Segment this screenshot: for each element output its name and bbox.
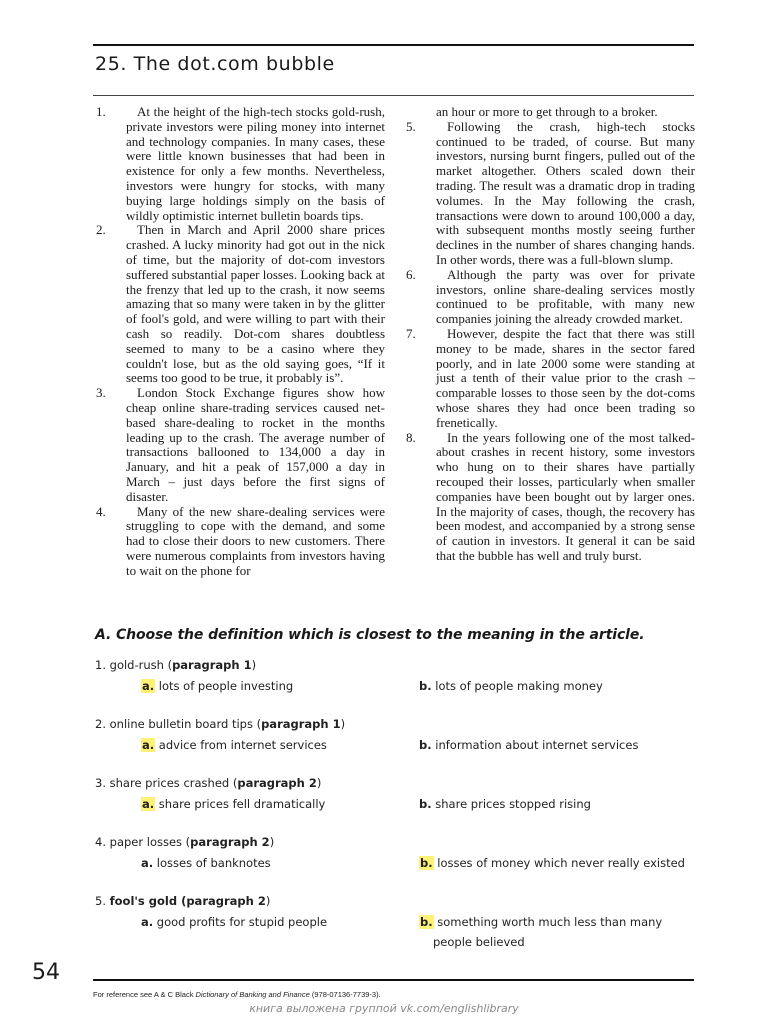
option-b[interactable]: [419, 915, 662, 929]
question-stem: 2. online bulletin board tips (paragraph 1): [95, 717, 346, 731]
article-paragraph-5: [406, 120, 695, 268]
option-text: lots of people investing: [155, 679, 294, 693]
paragraph-text: Following the crash, high-tech stocks continued to be traded, of course. But many investors, nursing burnt fingers, pulled out of the market altogether. Others scaled down their trading. The result was a dramatic drop in trading volumes. In the May following the crash, transactions were down to around 100,000 a day, with subsequent months mostly seeing further declines in the number of shares changing hands. In other words, there was a full-blown slump.: [436, 118, 695, 267]
article-paragraph-4: [96, 505, 385, 579]
option-letter: a.: [142, 797, 155, 811]
option-text: share prices fell dramatically: [155, 797, 326, 811]
paragraph-number: 6.: [406, 266, 416, 282]
option-letter: b.: [420, 915, 433, 929]
bottom-rule: [93, 979, 694, 981]
paragraph-text: At the height of the high-tech stocks gold-rush, private investors were piling money into internet and technology companies. In many cases, these were little known businesses that had been in existence for only a few months. Nevertheless, investors were hungry for stocks, with many buying large holdings simply on the basis of wildly optimistic internet bulletin boards tips.: [126, 104, 385, 223]
paragraph-number: 7.: [406, 325, 416, 341]
option-b[interactable]: [419, 679, 603, 693]
article-column-right: [406, 105, 695, 564]
option-text: losses of money which never really existed: [433, 856, 685, 870]
option-letter: a.: [141, 915, 154, 929]
option-a[interactable]: [141, 915, 327, 929]
option-text: lots of people making money: [431, 679, 603, 693]
paragraph-number: 4.: [96, 503, 106, 519]
option-a[interactable]: [141, 797, 325, 811]
option-a[interactable]: [141, 679, 293, 693]
option-letter: b.: [419, 679, 432, 693]
option-letter: a.: [142, 738, 155, 752]
article-paragraph-2: [96, 223, 385, 386]
option-text: something worth much less than many: [433, 915, 663, 929]
unit-title: 25. The dot.com bubble: [95, 53, 335, 75]
article-column-left: [96, 105, 385, 579]
option-text: information about internet services: [431, 738, 639, 752]
watermark-text: книга выложена группой vk.com/englishlibrary: [249, 1002, 519, 1015]
title-underline: [93, 95, 694, 96]
option-b[interactable]: [419, 797, 591, 811]
option-letter: a.: [142, 679, 155, 693]
paragraph-text: However, despite the fact that there was still money to be made, shares in the sector fared poorly, and in late 2000 some were standing at just a tenth of their value prior to the crash – comparable losses to those seen by the dot-coms whose shares they had once been trading so frenetically.: [436, 325, 695, 430]
option-letter: b.: [419, 738, 432, 752]
article-paragraph-6: [406, 268, 695, 327]
option-b-text-line-2: people believed: [433, 935, 525, 949]
option-a[interactable]: [141, 856, 271, 870]
option-letter: b.: [419, 797, 432, 811]
article-paragraph-1: [96, 105, 385, 223]
paragraph-text: Then in March and April 2000 share prices crashed. A lucky minority had got out in the nick of time, but the majority of dot-com investors suffered substantial paper losses. Looking back at the frenzy that led up to the crash, it now seems amazing that so many were taken in by the glitter of fool's gold, and were willing to part with their cash so readily. Dot-com shares doubtless seemed to many to be a casino where they couldn't lose, but as the old saying goes, “If it seems too good to be true, it probably is”.: [126, 222, 385, 386]
paragraph-number: 5.: [406, 118, 416, 134]
option-a[interactable]: [141, 738, 327, 752]
option-letter: b.: [420, 856, 433, 870]
page-number: 54: [32, 960, 60, 985]
paragraph-text: In the years following one of the most talked-about crashes in recent history, some investors who hung on to their shares have partially recouped their losses, particularly when smaller companies have been bought out by larger ones. In the majority of cases, though, the recovery has been modest, and accompanied by a strong sense of caution in investors. It general it can be said that the bubble has well and truly burst.: [436, 429, 695, 563]
option-text: advice from internet services: [155, 738, 327, 752]
paragraph-number: 2.: [96, 222, 106, 238]
article-paragraph-4-continued: an hour or more to get through to a broker.: [436, 104, 658, 119]
question-stem: 4. paper losses (paragraph 2): [95, 835, 275, 849]
exercise-heading: A. Choose the definition which is closest to the meaning in the article.: [95, 627, 645, 643]
option-text: losses of banknotes: [153, 856, 271, 870]
paragraph-text: Although the party was over for private investors, online share-dealing services mostly continued to be profitable, with many new companies joining the already crowded market.: [436, 266, 695, 327]
option-text: share prices stopped rising: [431, 797, 591, 811]
question-stem: 3. share prices crashed (paragraph 2): [95, 776, 322, 790]
paragraph-text: London Stock Exchange figures show how cheap online share-trading services caused net-based share-dealing to rocket in the months leading up to the crash. The average number of transactions ballooned to 134,000 a day in January, and hit a peak of 157,000 a day in March – just days before the first signs of disaster.: [126, 385, 385, 504]
article-paragraph-3: [96, 386, 385, 504]
option-letter: a.: [141, 856, 154, 870]
question-stem: 1. gold-rush (paragraph 1): [95, 658, 257, 672]
question-stem: 5. fool's gold (paragraph 2): [95, 894, 271, 908]
top-rule: [93, 44, 694, 46]
option-b[interactable]: [419, 856, 685, 870]
paragraph-number: 8.: [406, 429, 416, 445]
paragraph-text: Many of the new share-dealing services were struggling to cope with the demand, and some had to close their doors to new customers. There were numerous complaints from investors having to wait on the phone for: [126, 503, 385, 578]
footer-reference: For reference see A & C Black Dictionary of Banking and Finance (978-07136-7739-3).: [93, 990, 381, 999]
option-b[interactable]: [419, 738, 638, 752]
article-paragraph-8: [406, 431, 695, 564]
option-text: good profits for stupid people: [153, 915, 328, 929]
paragraph-number: 1.: [96, 104, 106, 119]
paragraph-number: 3.: [96, 385, 106, 401]
article-paragraph-7: [406, 327, 695, 431]
